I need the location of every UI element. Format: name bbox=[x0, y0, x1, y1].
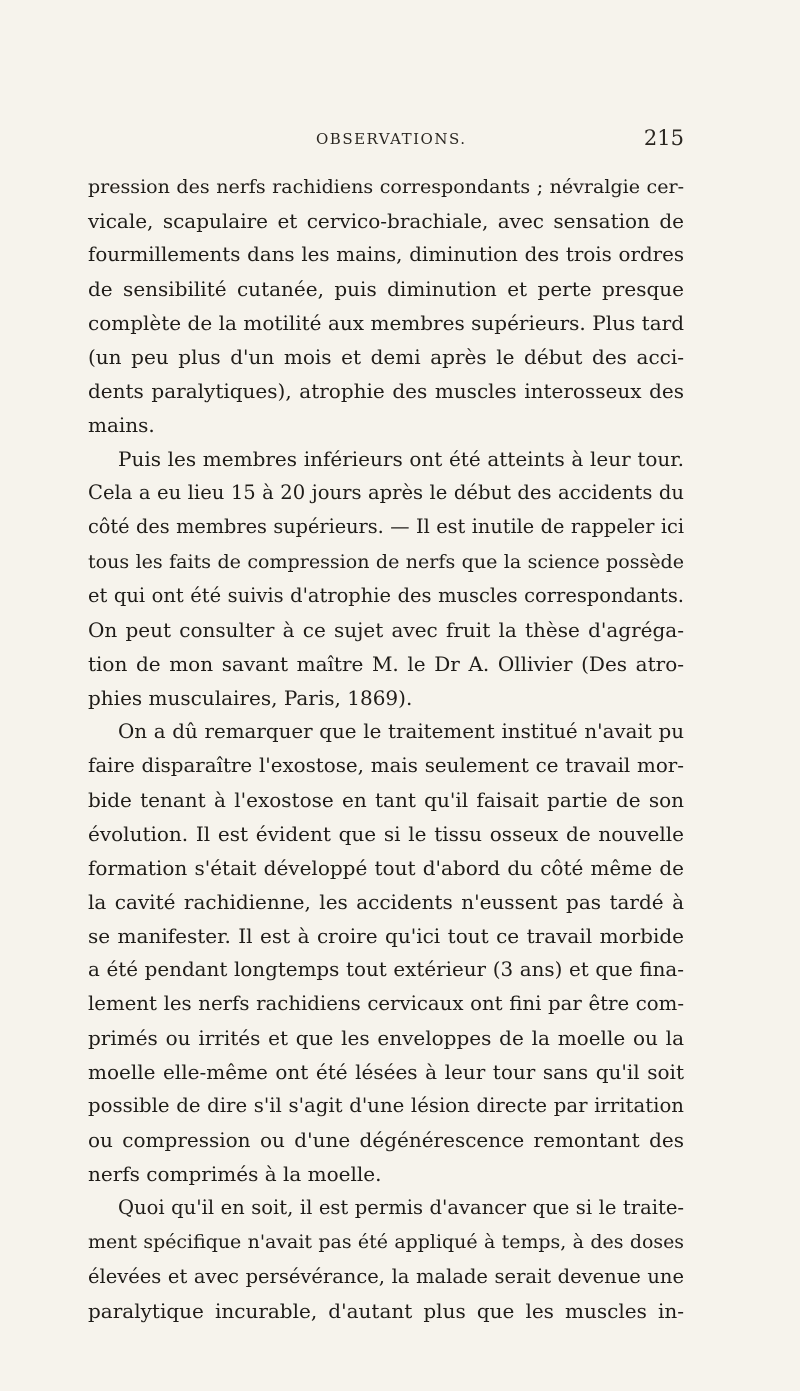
running-head bbox=[88, 126, 684, 160]
running-head-title: OBSERVATIONS. bbox=[316, 130, 467, 148]
text-line: moelle elle-même ont été lésées à leur tour sans qu'il soit bbox=[88, 1060, 684, 1085]
text-line: bide tenant à l'exostose en tant qu'il faisait partie de son bbox=[88, 787, 684, 812]
text-line: nerfs comprimés à la moelle. bbox=[88, 1162, 382, 1187]
text-line: évolution. Il est évident que si le tissu osseux de nouvelle bbox=[88, 821, 684, 846]
body-text bbox=[88, 170, 684, 1328]
page-number: 215 bbox=[643, 126, 684, 150]
text-line: ment spécifique n'avait pas été appliqué à temps, à des doses bbox=[88, 1231, 684, 1254]
text-line: ou compression ou d'une dégénérescence remontant des bbox=[88, 1128, 684, 1153]
text-line: dents paralytiques), atrophie des muscles interosseux des bbox=[88, 379, 684, 404]
text-line: pression des nerfs rachidiens correspondants ; névralgie cer- bbox=[88, 176, 684, 198]
text-line: phies musculaires, Paris, 1869). bbox=[88, 685, 413, 710]
text-line: complète de la motilité aux membres supérieurs. Plus tard bbox=[88, 311, 684, 336]
text-line: Cela a eu lieu 15 à 20 jours après le début des accidents du bbox=[88, 481, 684, 505]
text-line: formation s'était développé tout d'abord du côté même de bbox=[88, 855, 684, 880]
text-line: fourmillements dans les mains, diminution des trois ordres bbox=[88, 243, 684, 267]
text-line: faire disparaître l'exostose, mais seulement ce travail mor- bbox=[88, 753, 684, 777]
text-line: côté des membres supérieurs. — Il est inutile de rappeler ici bbox=[88, 515, 684, 539]
text-line: On peut consulter à ce sujet avec fruit la thèse d'agréga- bbox=[88, 617, 684, 642]
text-line: primés ou irrités et que les enveloppes de la moelle ou la bbox=[88, 1026, 684, 1051]
text-line: se manifester. Il est à croire qu'ici tout ce travail morbide bbox=[88, 924, 684, 949]
text-line: On a dû remarquer que le traitement institué n'avait pu bbox=[118, 719, 684, 743]
text-line: tion de mon savant maître M. le Dr A. Ollivier (Des atro- bbox=[88, 651, 684, 676]
text-line: vicale, scapulaire et cervico-brachiale, avec sensation de bbox=[88, 209, 684, 234]
text-line: tous les faits de compression de nerfs que la science possède bbox=[88, 550, 684, 573]
text-line: élevées et avec persévérance, la malade serait devenue une bbox=[88, 1264, 684, 1288]
text-line: la cavité rachidienne, les accidents n'eussent pas tardé à bbox=[88, 889, 684, 914]
text-line: et qui ont été suivis d'atrophie des muscles correspondants. bbox=[88, 583, 684, 607]
text-line: Puis les membres inférieurs ont été atteints à leur tour. bbox=[118, 447, 684, 472]
text-line: lement les nerfs rachidiens cervicaux ont fini par être com- bbox=[88, 992, 684, 1016]
text-line: paralytique incurable, d'autant plus que les muscles in- bbox=[88, 1298, 684, 1323]
text-line: a été pendant longtemps tout extérieur (3 ans) et que fina- bbox=[88, 958, 684, 982]
text-line: mains. bbox=[88, 413, 155, 438]
text-line: possible de dire s'il s'agit d'une lésion directe par irritation bbox=[88, 1094, 684, 1118]
text-line: de sensibilité cutanée, puis diminution et perte presque bbox=[88, 277, 684, 302]
text-line: (un peu plus d'un mois et demi après le début des acci- bbox=[88, 345, 684, 370]
text-line: Quoi qu'il en soit, il est permis d'avancer que si le traite- bbox=[118, 1196, 684, 1220]
